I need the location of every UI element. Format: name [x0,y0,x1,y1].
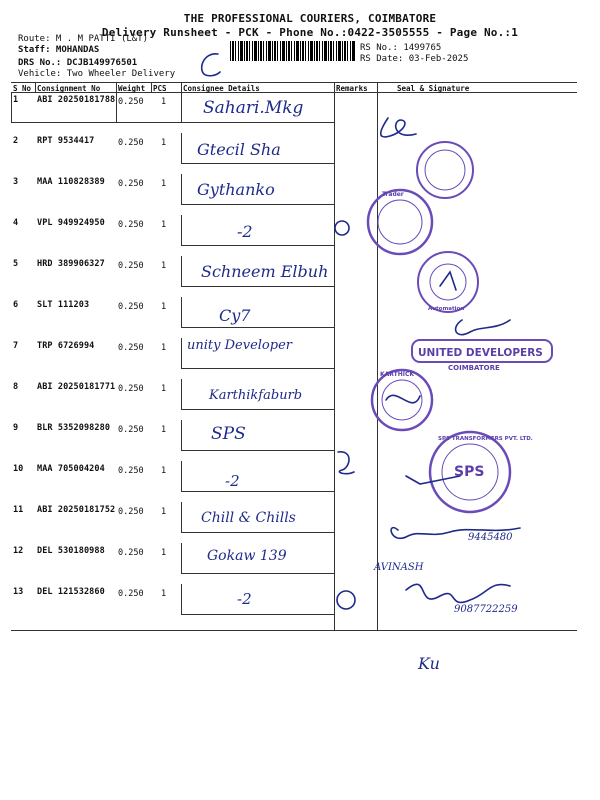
row-consignment: ABI 20250181788 [37,95,116,105]
consignee-signature: -2 [237,590,252,608]
row-pcs: 1 [161,384,167,394]
row-pcs: 1 [161,220,167,230]
col-weight: Weight [118,84,146,93]
handwritten-mark [196,50,226,80]
row-sno: 9 [13,423,19,433]
row-pcs: 1 [161,179,167,189]
bottom-initials: Ku [418,654,440,673]
row-sno: 11 [13,505,24,515]
runsheet-title: Delivery Runsheet - PCK - Phone No.:0422-3505555 - Page No.:1 [101,26,519,39]
united-stamp-text: UNITED DEVELOPERS [418,347,543,359]
row-pcs: 1 [161,466,167,476]
row-pcs: 1 [161,343,167,353]
row12-phone: 9087722259 [454,604,518,615]
row-weight: 0.250 [118,384,144,394]
row-weight: 0.250 [118,220,144,230]
col-remarks: Remarks [336,84,368,93]
row-consignment: RPT 9534417 [37,136,95,146]
row11-note: 9445480 [468,532,513,543]
karthick-stamp [372,370,432,430]
row-consignment: TRP 6726994 [37,341,95,351]
row-sno: 3 [13,177,19,187]
barcode [230,41,356,61]
consignee-signature: -2 [225,472,240,490]
row-sno: 8 [13,382,19,392]
sps-stamp-ring: SPS TRANSFORMERS PVT. LTD. [438,436,533,442]
row-weight: 0.250 [118,425,144,435]
consignee-signature: Sahari.Mkg [203,98,304,118]
seal-signature-overlay [320,100,590,660]
consignee-signature: Chill & Chills [201,510,296,526]
row-consignment: VPL 949924950 [37,218,105,228]
karthick-stamp-ring: KARTHICK [380,371,415,378]
row-weight: 0.250 [118,261,144,271]
row-weight: 0.250 [118,548,144,558]
row-sno: 5 [13,259,19,269]
sps-stamp-text: SPS [454,464,485,480]
row-consignment: DEL 530180988 [37,546,105,556]
row-sno: 7 [13,341,19,351]
row-consignment: MAA 705004204 [37,464,105,474]
consignee-signature: Karthikfaburb [209,388,303,403]
row-weight: 0.250 [118,343,144,353]
row-weight: 0.250 [118,302,144,312]
consignee-signature: Gokaw 139 [207,548,287,564]
drs-number: DRS No.: DCJB149976501 [18,58,138,68]
col-sno: S No [13,84,32,93]
row-weight: 0.250 [118,179,144,189]
row-consignment: MAA 110828389 [37,177,105,187]
row-sno: 2 [13,136,19,146]
company-title: THE PROFESSIONAL COURIERS, COIMBATORE [183,12,437,25]
row-weight: 0.250 [118,466,144,476]
row12-name: AVINASH [374,562,424,573]
automation-stamp [418,252,478,312]
col-pcs: PCS [153,84,167,93]
consignee-signature: Gythanko [197,180,275,199]
row-pcs: 1 [161,589,167,599]
row-consignment: BLR 5352098280 [37,423,111,433]
united-stamp-city: COIMBATORE [448,364,500,372]
row-pcs: 1 [161,507,167,517]
col-seal: Seal & Signature [397,84,470,93]
rs-date: RS Date: 03-Feb-2025 [360,54,469,64]
row-sno: 13 [13,587,24,597]
row-pcs: 1 [161,548,167,558]
consignee-signature: -2 [237,222,253,241]
row-sno: 4 [13,218,19,228]
consignee-signature: Cy7 [219,306,251,325]
row-pcs: 1 [161,261,167,271]
col-consignment: Consignment No [37,84,101,93]
row-sno: 12 [13,546,24,556]
signature-mark [381,118,416,137]
row-sno: 1 [13,95,19,105]
row-pcs: 1 [161,425,167,435]
consignee-signature: SPS [211,424,246,444]
automation-stamp-ring: Automation [428,306,465,312]
staff-label: Staff: MOHANDAS [18,45,100,55]
col-consignee: Consignee Details [183,84,260,93]
row-consignment: ABI 20250181771 [37,382,116,392]
vehicle-label: Vehicle: Two Wheeler Delivery [18,69,176,79]
trader-stamp-ring: Trader [382,191,404,198]
row-weight: 0.250 [118,97,144,107]
row-weight: 0.250 [118,589,144,599]
row-sno: 10 [13,464,24,474]
row-weight: 0.250 [118,138,144,148]
route-label: Route: M . M PATTI (L&T) [18,34,149,44]
row-consignment: SLT 111203 [37,300,90,310]
row-sno: 6 [13,300,19,310]
row-consignment: ABI 20250181752 [37,505,116,515]
row-weight: 0.250 [118,507,144,517]
consignee-signature: Schneem Elbuh [201,262,329,281]
rs-number: RS No.: 1499765 [360,43,442,53]
consignee-signature: Gtecil Sha [197,140,281,159]
row-pcs: 1 [161,302,167,312]
consignee-signature: unity Developer [187,338,292,353]
row-consignment: DEL 121532860 [37,587,105,597]
row-pcs: 1 [161,97,167,107]
row-pcs: 1 [161,138,167,148]
row-consignment: HRD 389906327 [37,259,105,269]
